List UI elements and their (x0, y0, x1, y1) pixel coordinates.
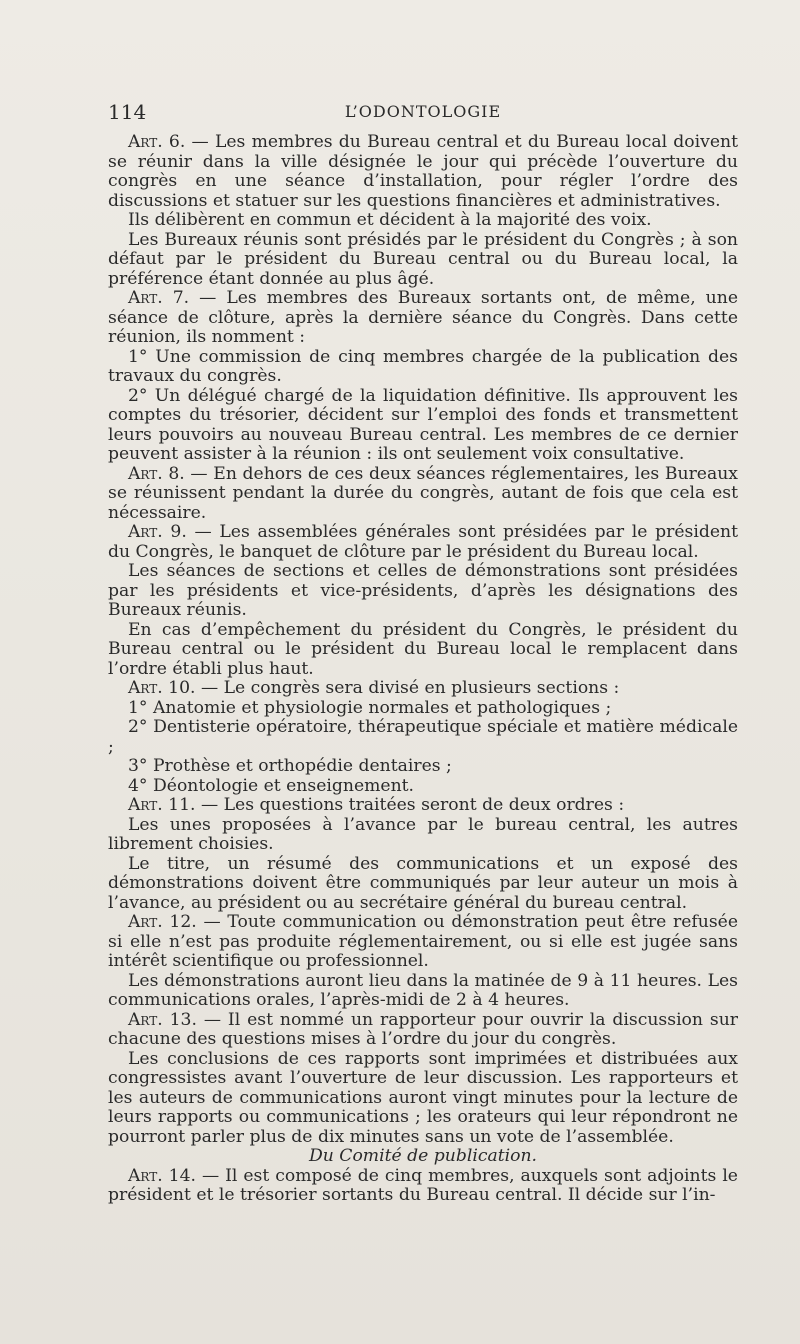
article-label: Art. 11. (128, 795, 196, 815)
paragraph-text: Les conclusions de ces rapports sont imprimées et distribuées aux congressistes avant l’ouverture de leur discussion. Les rapporteurs et les auteurs de communications auront vingt minutes pour la lecture de leurs rapports ou communications ; les orateurs qui leur répondront ne pourront parler plus de dix minutes sans un vote de l’assemblée. (108, 1048, 738, 1147)
paragraph-text: Les séances de sections et celles de démonstrations sont présidées par les présidents et vice-présidents, d’après les désignations des Bureaux réunis. (108, 561, 738, 620)
page-body (108, 133, 738, 1206)
paragraph (108, 679, 738, 699)
paragraph-text: — Les membres du Bureau central et du Bureau local doivent se réunir dans la ville désignée le jour qui précède l’ouverture du congrès en une séance d’installation, pour régler l’ordre des discussions et statuer sur les questions financières et administratives. (108, 132, 738, 211)
paragraph-text: — Les questions traitées seront de deux ordres : (195, 795, 625, 815)
paragraph (108, 621, 738, 680)
page-number: 114 (108, 100, 147, 124)
paragraph-text: En cas d’empêchement du président du Congrès, le président du Bureau central ou le président du Bureau local le remplacent dans l’ordre établi plus haut. (108, 619, 738, 679)
paragraph (108, 231, 738, 290)
paragraph (108, 211, 738, 231)
paragraph-text: — Les assemblées générales sont présidées par le président du Congrès, le banquet de clôture par le président du Bureau local. (108, 522, 738, 562)
paragraph-text: — En dehors de ces deux séances réglementaires, les Bureaux se réunissent pendant la durée du congrès, autant de fois que cela est nécessaire. (108, 463, 738, 523)
paragraph-text: Les Bureaux réunis sont présidés par le président du Congrès ; à son défaut par le président du Bureau central ou du Bureau local, la préférence étant donnée au plus âgé. (108, 229, 738, 289)
paragraph (108, 718, 738, 757)
paragraph (108, 133, 738, 211)
paragraph-text: 1° Anatomie et physiologie normales et pathologiques ; (128, 697, 612, 718)
paragraph (108, 1050, 738, 1148)
paragraph-text: Les démonstrations auront lieu dans la matinée de 9 à 11 heures. Les communications orales, l’après-midi de 2 à 4 heures. (108, 970, 738, 1010)
paragraph (108, 348, 738, 387)
paragraph-text: 4° Déontologie et enseignement. (128, 775, 415, 796)
paragraph-text: 2° Un délégué chargé de la liquidation définitive. Ils approuvent les comptes du trésorier, décident sur l’emploi des fonds et transmettent leurs pouvoirs au nouveau Bureau central. Les membres de ce dernier peuvent assister à la réunion : ils ont seulement voix consultative. (108, 385, 738, 464)
paragraph (108, 699, 738, 719)
paragraph (108, 855, 738, 914)
section-title: Du Comité de publication. (308, 1146, 537, 1166)
article-label: Art. 13. (128, 1009, 197, 1030)
paragraph-text: 2° Dentisterie opératoire, thérapeutique spéciale et matière médicale ; (108, 717, 738, 757)
paragraph-text: 3° Prothèse et orthopédie dentaires ; (128, 756, 452, 776)
paragraph (108, 913, 738, 972)
article-label: Art. 9. (128, 522, 187, 542)
paragraph-text: 1° Une commission de cinq membres chargée de la publication des travaux du congrès. (108, 346, 738, 386)
article-label: Art. 12. (128, 912, 197, 932)
article-label: Art. 10. (128, 678, 196, 698)
paragraph (108, 972, 738, 1011)
paragraph-text: — Il est nommé un rapporteur pour ouvrir la discussion sur chacune des questions mises à l’ordre du jour du congrès. (108, 1009, 738, 1049)
paragraph-text: Ils délibèrent en commun et décident à la majorité des voix. (128, 210, 652, 230)
paragraph (108, 816, 738, 855)
paragraph (108, 777, 738, 797)
paragraph (108, 465, 738, 524)
paragraph (108, 523, 738, 562)
page-header (108, 100, 738, 126)
article-label: Art. 6. (128, 132, 186, 152)
paragraph-text: — Toute communication ou démonstration peut être refusée si elle n’est pas produite réglementairement, ou si elle est jugée sans intérêt scientifique ou professionnel. (108, 912, 738, 971)
article-label: Art. 14. (128, 1165, 196, 1186)
article-label: Art. 8. (128, 463, 185, 484)
paragraph (108, 796, 738, 816)
paragraph-text: — Le congrès sera divisé en plusieurs sections : (195, 678, 620, 698)
paragraph (108, 387, 738, 465)
paragraph (108, 562, 738, 621)
paragraph-text: — Il est composé de cinq membres, auxquels sont adjoints le président et le trésorier sortants du Bureau central. Il décide sur l’in- (108, 1165, 738, 1205)
paragraph (108, 757, 738, 777)
paragraph-text: — Les membres des Bureaux sortants ont, de même, une séance de clôture, après la dernière séance du Congrès. Dans cette réunion, ils nomment : (108, 288, 738, 347)
article-label: Art. 7. (128, 288, 190, 308)
paragraph (108, 1011, 738, 1050)
final-paragraph (108, 1167, 738, 1206)
paragraph-text: Le titre, un résumé des communications et un exposé des démonstrations doivent être communiqués par leur auteur un mois à l’avance, au président ou au secrétaire général du bureau central. (108, 853, 738, 913)
running-head: L’ODONTOLOGIE (344, 102, 502, 121)
paragraph-text: Les unes proposées à l’avance par le bureau central, les autres librement choisies. (108, 814, 738, 854)
paragraph (108, 289, 738, 348)
